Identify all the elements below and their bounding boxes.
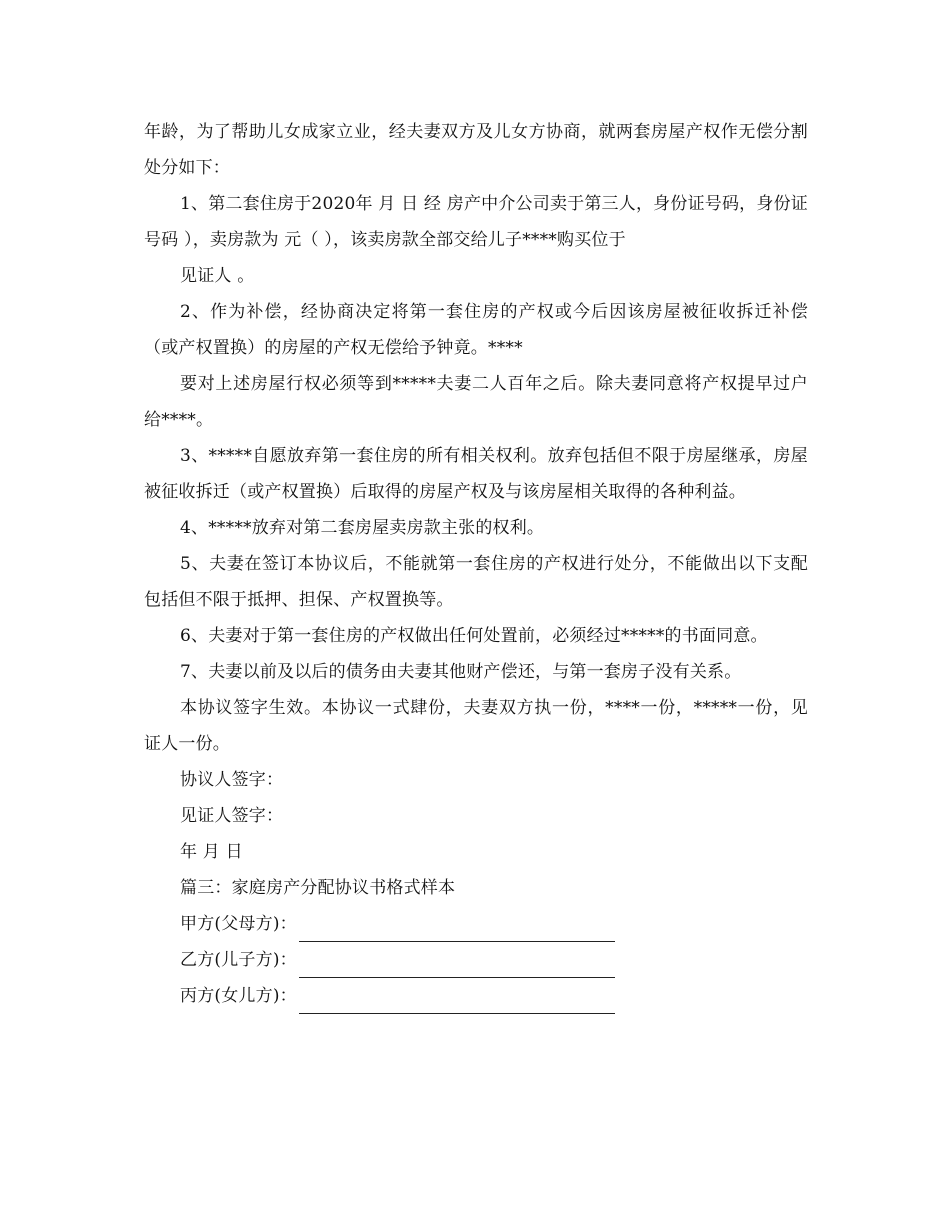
- party-c-fill-line: [299, 987, 615, 1014]
- section-heading: 篇三：家庭房产分配协议书格式样本: [180, 878, 456, 898]
- clause-2: 2、作为补偿，经协商决定将第一套住房的产权或今后因该房屋被征收拆迁补偿（或产权置换）的房屋的产权无偿给予钟竟。****: [144, 302, 808, 358]
- signatory-signature-label: 协议人签字：: [180, 770, 284, 790]
- party-a-row: [144, 906, 808, 942]
- document-body: [144, 114, 808, 1014]
- party-c-row: [144, 978, 808, 1014]
- clause-3: 3、*****自愿放弃第一套住房的所有相关权利。放弃包括但不限于房屋继承，房屋被征收拆迁（或产权置换）后取得的房屋产权及与该房屋相关取得的各种利益。: [144, 446, 808, 502]
- clause-1: 1、第二套住房于2020年 月 日 经 房产中介公司卖于第三人，身份证号码，身份证号码 ），卖房款为 元（ ），该卖房款全部交给儿子****购买位于: [144, 194, 808, 250]
- clause-6: 6、夫妻对于第一套住房的产权做出任何处置前，必须经过*****的书面同意。: [180, 626, 768, 646]
- party-b-fill-line: [299, 951, 615, 978]
- clause-5: 5、夫妻在签订本协议后，不能就第一套住房的产权进行处分，不能做出以下支配包括但不限于抵押、担保、产权置换等。: [144, 554, 808, 610]
- party-b-label: 乙方(儿子方)：: [180, 950, 297, 970]
- witness-signature-label: 见证人签字：: [180, 806, 284, 826]
- clause-4: 4、*****放弃对第二套房屋卖房款主张的权利。: [180, 518, 545, 538]
- date-line: 年 月 日: [180, 842, 243, 862]
- party-a-fill-line: [299, 915, 615, 942]
- party-a-label: 甲方(父母方)：: [180, 914, 297, 934]
- party-b-row: [144, 942, 808, 978]
- clause-2-continuation: 要对上述房屋行权必须等到*****夫妻二人百年之后。除夫妻同意将产权提早过户给****。: [144, 374, 808, 430]
- clause-7: 7、夫妻以前及以后的债务由夫妻其他财产偿还，与第一套房子没有关系。: [180, 662, 742, 682]
- witness-line: 见证人 。: [180, 266, 255, 286]
- effect-clause: 本协议签字生效。本协议一式肆份，夫妻双方执一份，****一份，*****一份，见证人一份。: [144, 698, 808, 754]
- paragraph-intro-continuation: 年龄，为了帮助儿女成家立业，经夫妻双方及儿女方协商，就两套房屋产权作无偿分割处分如下：: [144, 122, 808, 178]
- party-c-label: 丙方(女儿方)：: [180, 986, 297, 1006]
